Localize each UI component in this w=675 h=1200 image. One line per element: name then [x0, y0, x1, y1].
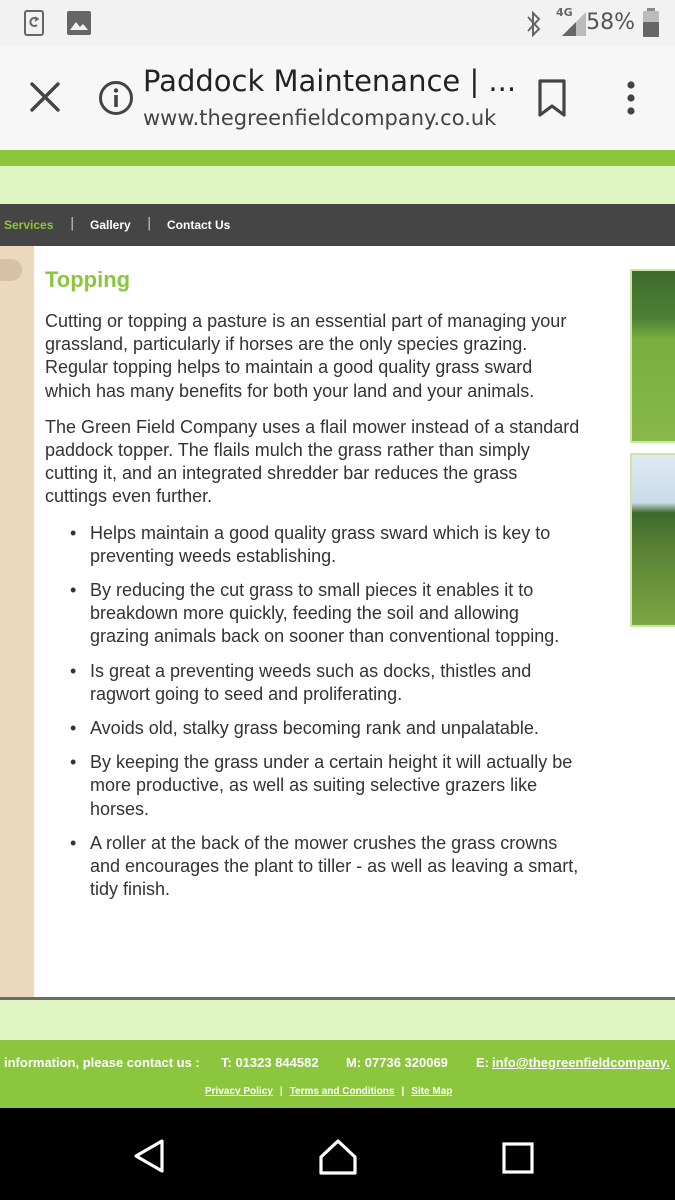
back-icon[interactable] — [132, 1138, 168, 1174]
battery-icon — [642, 8, 660, 38]
mobile: M: 07736 320069 — [346, 1055, 448, 1070]
paddock-photo[interactable] — [630, 453, 675, 627]
list-item: • A roller at the back of the mower crushes the grass crowns and encourages the plant to tiller - as well as leaving a smart, tidy finish. — [45, 832, 580, 902]
article-heading: Topping — [45, 267, 131, 292]
paddock-photo[interactable] — [630, 269, 675, 443]
page-url[interactable]: www.thegreenfieldcompany.co.uk — [143, 106, 497, 130]
nav-item-services[interactable]: Services — [4, 218, 54, 232]
list-item: • Avoids old, stalky grass becoming rank and unpalatable. — [45, 717, 580, 740]
email-prefix: E: — [476, 1055, 489, 1070]
recents-icon[interactable] — [502, 1142, 534, 1174]
article-paragraph: The Green Field Company uses a flail mower instead of a standard paddock topper. The flails mulch the grass rather than simply cutting it, and an integrated shredder bar reduces the grass cuttings even further. — [45, 416, 580, 507]
link-separator: | — [279, 1086, 283, 1097]
nav-item-contact-us[interactable]: Contact Us — [167, 218, 231, 232]
status-bar — [0, 0, 675, 46]
system-nav-bar — [0, 1108, 675, 1200]
close-icon[interactable] — [26, 78, 64, 116]
footer — [0, 1040, 675, 1108]
browser-toolbar — [0, 46, 675, 151]
nav-separator: | — [70, 216, 75, 231]
list-item: • Is great a preventing weeds such as docks, thistles and ragwort going to seed and proliferating. — [45, 660, 580, 706]
battery-percent: 58% — [586, 10, 635, 35]
link-separator: | — [401, 1086, 405, 1097]
telephone: T: 01323 844582 — [221, 1055, 319, 1070]
page-title: Paddock Maintenance | ... — [143, 64, 517, 98]
contact-prefix: information, please contact us : — [4, 1055, 200, 1070]
footer-light-band — [0, 1000, 675, 1040]
list-item: • Helps maintain a good quality grass sward which is key to preventing weeds establishing. — [45, 522, 580, 568]
nav-item-gallery[interactable]: Gallery — [90, 218, 131, 232]
email-link[interactable]: info@thegreenfieldcompany. — [492, 1055, 670, 1070]
list-item: • By keeping the grass under a certain height it will actually be more productive, as well as suiting selective grazers like horses. — [45, 751, 580, 821]
header-light-band — [0, 166, 675, 204]
info-icon[interactable] — [98, 80, 134, 116]
bookmark-icon[interactable] — [536, 78, 568, 118]
sidebar-strip — [0, 246, 34, 998]
nav-separator: | — [147, 216, 152, 231]
signal-icon — [560, 10, 588, 38]
site-map-link[interactable]: Site Map — [411, 1086, 453, 1097]
privacy-policy-link[interactable]: Privacy Policy — [205, 1086, 273, 1097]
image-icon — [66, 10, 92, 36]
screenshot-icon — [24, 10, 44, 36]
article-paragraph: Cutting or topping a pasture is an essential part of managing your grassland, particularly if horses are the only species grazing. Regular topping helps to maintain a good quality grass sward which has many benefits for both your land and your animals. — [45, 311, 567, 401]
header-green-stripe — [0, 150, 675, 166]
sidebar-tab[interactable] — [0, 259, 22, 281]
home-icon[interactable] — [318, 1138, 358, 1176]
more-options-icon[interactable] — [620, 78, 642, 118]
benefits-list — [45, 522, 580, 902]
footer-links — [205, 1086, 452, 1097]
bluetooth-icon — [524, 10, 544, 38]
article — [45, 264, 580, 912]
network-type-label: 4G — [556, 6, 573, 19]
site-nav — [0, 204, 675, 246]
list-item: • By reducing the cut grass to small pieces it enables it to breakdown more quickly, feeding the soil and allowing grazing animals back on sooner than conventional topping. — [45, 579, 580, 649]
terms-link[interactable]: Terms and Conditions — [289, 1086, 395, 1097]
